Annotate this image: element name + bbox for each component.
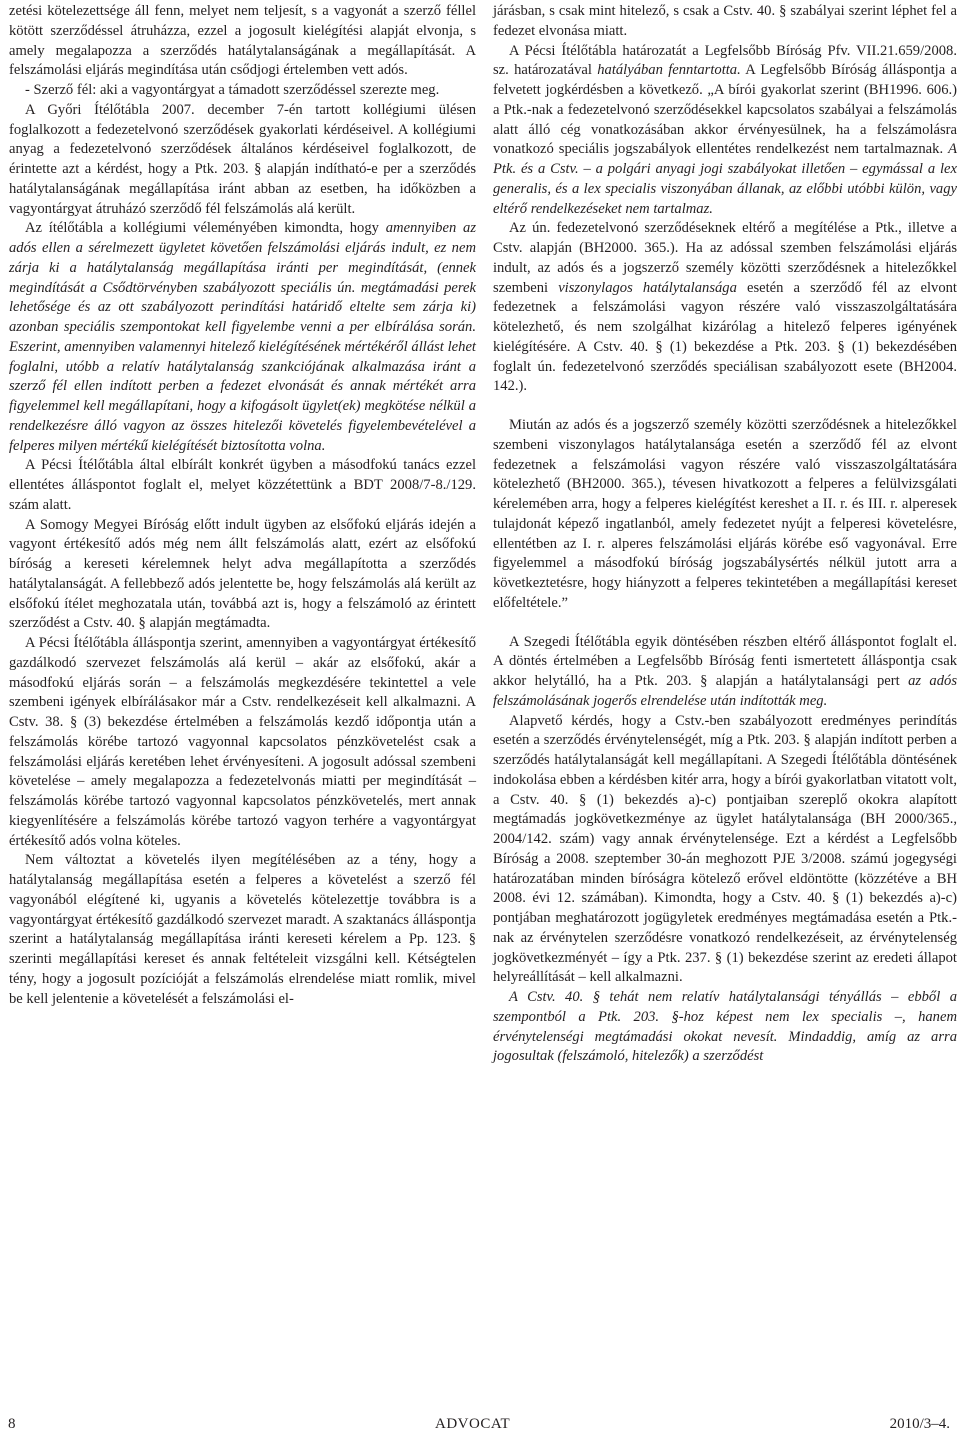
paragraph xyxy=(9,2,476,81)
text-segment: - Szerző fél: aki a vagyontárgyat a támadott szerződéssel szerezte meg. xyxy=(25,82,440,98)
text-segment: zetési kötelezettsége áll fenn, melyet nem teljesít, s a vagyonát a szerző féllel kötött szerződéssel átruházza, ezzel a jogosult kielégítési alapját elvonja, s amely megalapozza a szerződés hatálytalanságának a megállapítását. A felszámolási eljárás megindítása után csődjogi értelemben vett adós. xyxy=(9,3,476,79)
paragraph xyxy=(9,456,476,515)
issue-number: 2010/3–4. xyxy=(889,1416,950,1432)
text-segment: Alapvető kérdés, hogy a Cstv.-ben szabályozott eredményes perindítás esetén a szerződés érvénytelenségét, míg a Ptk. 203. § alapján indított perben a szerződés hatálytalanságát kell megállapítani. A Szegedi Ítélőtábla döntésének indokolása ebben a kérdésben kitér arra, hogy a bírói gyakorlatban vitatott volt, a Cstv. 40. § (1) bekezdés a)-c) pontjaiban szereplő okokra alapított megtámadás jogkövetkezménye az ügylet hatálytalansága (BH 2000/365., 2004/142. szám) vagy annak érvénytelensége. Ezt a kérdést a Legfelsőbb Bíróság a 2008. szeptember 30-án meghozott PJE 3/2008. számú jogegységi határozatában minden bíróságra kötelező erővel eldöntötte (közzétéve a BH 2008. évi 12. számában). Kimondta, hogy a Cstv. 40. § (1) bekezdés a)-c) pontjában meghatározott jogügyletek eredményes megtámadása esetén a Ptk.-nak az érvénytelen szerződésre vonatkozó rendelkezéseit, az érvénytelenség jogkövetkezményét – így a Ptk. 237. § (1) bekezdése szerint az eredeti állapot helyreállítását – kell alkalmazni. xyxy=(493,712,958,986)
text-segment: A Pécsi Ítélőtábla határozatát a Legfelsőbb Bíróság Pfv. VII.21.659/2008. sz. határozatával xyxy=(493,42,957,79)
text-segment: A Ptk. és a Cstv. – a polgári anyagi jogi szabályokat illetően – egymással a lex generalis, és a lex specialis viszonyában állanak, az előbbi utóbbi külön, vagy eltérő rendelkezéseket nem tartalmaz. xyxy=(493,141,957,217)
text-segment: amennyiben az adós ellen a sérelmezett ügyletet követően felszámolási eljárás indult, ez nem zárja ki a hatálytalanság megállapítása iránti per megindítását, (ennek megindítását a Csődtörvényben szabályozott speciális ún. megtámadási perek lehetősége és az ott szabályozott perindítási határidő eltelte sem zárja ki) azonban speciális szempontokat kell figyelembe venni a per elbírálása során. Eszerint, amennyiben valamennyi hitelező kielégítésének mértékéről állást lehet foglalni, utóbb a relatív hatálytalanság szankciójának alkalmazása iránt a szerző fél ellen indított perben a fedezet elvonását és annak mértékét arra figyelemmel kell megállapítani, hogy a kifogásolt ügylet(ek) megkötése nélkül a rendelkezésre álló vagyon az összes hitelezői követelés figyelembevételével a felperes milyen mértékű kielégítését biztosította volna. xyxy=(9,220,477,454)
text-segment: A Cstv. 40. § tehát nem relatív hatálytalansági tényállás – ebből a szempontból a Ptk. 203. §-hoz képest nem lex specialis –, hanem érvénytelenségi megtámadási okokat nevesít. Mindaddig, amíg az arra jogosultak (felszámoló, hitelezők) a szerződést xyxy=(493,989,957,1065)
text-segment: A Legfelsőbb Bíróság álláspontja a felvetett jogkérdésben a következő. „A bírói gyakorlat szerint (BH1996. 606.) a Ptk.-nak a fedezetelvonó szerződésekkel kapcsolatos szabályai a felszámolás alatt álló cég vonatkozásában akkor érvényesülnek, ha a felszámolásra vonatkozó speciális jogszabályok ellentétes rendelkezést nem tartalmaznak. xyxy=(493,62,957,158)
text-segment: viszonylagos hatálytalansága xyxy=(558,279,737,296)
left-column xyxy=(9,2,476,1009)
text-segment: A Pécsi Ítélőtábla által elbírált konkrét ügyben a másodfokú tanács ezzel ellentétes álláspontot foglalt el, melyet közzétettünk a BDT 2008/7-8./129. szám alatt. xyxy=(9,457,476,513)
paragraph xyxy=(9,101,476,220)
text-segment: hatályában fenntartotta. xyxy=(597,62,741,79)
paragraph xyxy=(493,712,957,989)
paragraph xyxy=(9,219,476,456)
paragraph xyxy=(9,81,476,101)
text-segment: A Szegedi Ítélőtábla egyik döntésében részben eltérő álláspontot foglalt el. A döntés értelmében a Legfelsőbb Bíróság fenti ismertetett álláspontja csak akkor helytálló, ha a Ptk. 203. § alapján a hatálytalansági pert xyxy=(493,633,957,689)
text-segment: A Győri Ítélőtábla 2007. december 7-én tartott kollégiumi ülésen foglalkozott a fedezetelvonó szerződések gyakorlati kérdéseivel. A kollégiumi anyag a fedezetelvonó szerződések általános kérdéseivel foglalkozott, de érintette azt a kérdést, hogy a Ptk. 203. § alapján indítható-e per a szerződés hatálytalanságának megállapítása iránt abban az esetben, ha időközben a vagyontárgyat átruházó szerződő fél felszámolás alá került. xyxy=(9,101,476,217)
paragraph xyxy=(9,851,476,1009)
text-segment: esetén a szerződő fél az elvont fedezetnek a felszámolási vagyon részére való visszaszolgáltatására kötelezhető, és nem szolgálhat kizárólag a hitelező felperes igényének kielégítésére. A Cstv. 40. § (1) bekezdése a Ptk. 203. § (1) bekezdésében foglalt ún. fedezetelvonó szerződés speciálisan szabályozott esete (BH2004. 142.). xyxy=(493,279,957,395)
text-segment: A Somogy Megyei Bíróság előtt indult ügyben az elsőfokú eljárás idején a vagyont értékesítő adós még nem állt felszámolás alatt, ezért az elsőfokú bíróság a kereseti kérelemnek helyt adva megállapította a szerződés hatálytalanságát. A fellebbező adós jelentette be, hogy felszámolás alá került az elsőfokú ítélet meghozatala után, továbbá azt is, hogy a felszámoló az érintett szerződést a Cstv. 40. § alapján megtámadta. xyxy=(9,516,476,632)
paragraph xyxy=(493,416,957,614)
paragraph xyxy=(493,988,957,1067)
text-segment: Az ún. fedezetelvonó szerződéseknek eltérő a megítélése a Ptk., illetve a Cstv. alapján (BH2000. 365.). Ha az adóssal szemben felszámolási eljárás indult, az adós és a jogszerző személy közötti szerződésnek a hitelezőkkel szembeni xyxy=(493,220,957,296)
text-segment: A Pécsi Ítélőtábla álláspontja szerint, amennyiben a vagyontárgyat értékesítő gazdálkodó szervezet felszámolás alá kerül – akár az elsőfokú, akár a másodfokú eljárás során – a felszámolás megkezdésére tekintettel a vele szembeni igények elbírálásakor már a Cstv. rendelkezéseit kell alkalmazni. A Cstv. 38. § (3) bekezdése értelmében a felszámolás kezdő időpontja után a felszámolás körébe tartozó vagyonnal kapcsolatos pénzkövetelést csak a felszámolási eljárás keretében lehet érvényesíteni. A jogosult adóssal szembeni követelése – amely megalapozza a fedezetelvonás miatti per megindítását – felszámolás körébe tartozó vagyonnal kapcsolatos pénzkövetelés, mert annak kiegyenlítésére a felszámolás körébe tartozó vagyon terhére a vagyontárgyat értékesítő adós volna köteles. xyxy=(9,635,476,849)
page-number: 8 xyxy=(8,1416,16,1432)
paragraph xyxy=(493,219,957,397)
magazine-name: ADVOCAT xyxy=(435,1416,511,1432)
text-segment: járásban, s csak mint hitelező, s csak a Cstv. 40. § szabályai szerint léphet fel a fedezet elvonása miatt. xyxy=(493,3,957,39)
text-segment: Az ítélőtábla a kollégiumi véleményében kimondta, hogy xyxy=(25,220,386,237)
paragraph xyxy=(493,633,957,712)
right-column xyxy=(493,2,957,1067)
text-segment: Nem változtat a követelés ilyen megítélésében az a tény, hogy a hatálytalanság megállapítása esetén a felperes a követelést a szerző fél vagyonából elégítené ki, ugyanis a követelés kötelezettje továbbra is a vagyontárgyat értékesítő gazdálkodó szervezet maradt. A szaktanács álláspontja szerint a hatálytalanság megállapítása iránti kereseti kérelem a Pp. 123. § szerinti megállapítási kereset és annak feltételeit vizsgálni kell. Kétségtelen tény, hogy a jogosult pozícióját a felszámolás elrendelése miatt romlik, mivel be kell jelentenie a követelését a felszámolási el- xyxy=(9,852,476,1007)
paragraph xyxy=(493,42,957,220)
text-segment: az adós felszámolásának jogerős elrendelése után indították meg. xyxy=(493,673,957,709)
paragraph xyxy=(9,516,476,635)
page-footer xyxy=(0,1414,960,1434)
text-segment: Miután az adós és a jogszerző személy közötti szerződésnek a hitelezőkkel szembeni viszonylagos hatálytalansága esetén a szerződő fél az elvont fedezetnek a felszámolási vagyon részére való visszaszolgáltatására kötelezhető (BH2000. 365.), tévesen hivatkozott a felperes a felülvizsgálati kérelemében arra, hogy a felperes kielégítést kereshet a II. r. és III. r. alperesek tulajdonát képező ingatlanból, amely fedezetet nyújt a felperesi követelésre, ellentétben az I. r. alperes felszámolási eljárás körébe eső vagyonával. Erre figyelemmel a másodfokú bíróság jogszabálysértés nélkül jutott arra a következtetésre, hogy hiányzott a felperes tekintetében a megállapítási kereset előfeltétele.” xyxy=(493,417,957,611)
paragraph xyxy=(493,2,957,42)
paragraph xyxy=(9,634,476,851)
